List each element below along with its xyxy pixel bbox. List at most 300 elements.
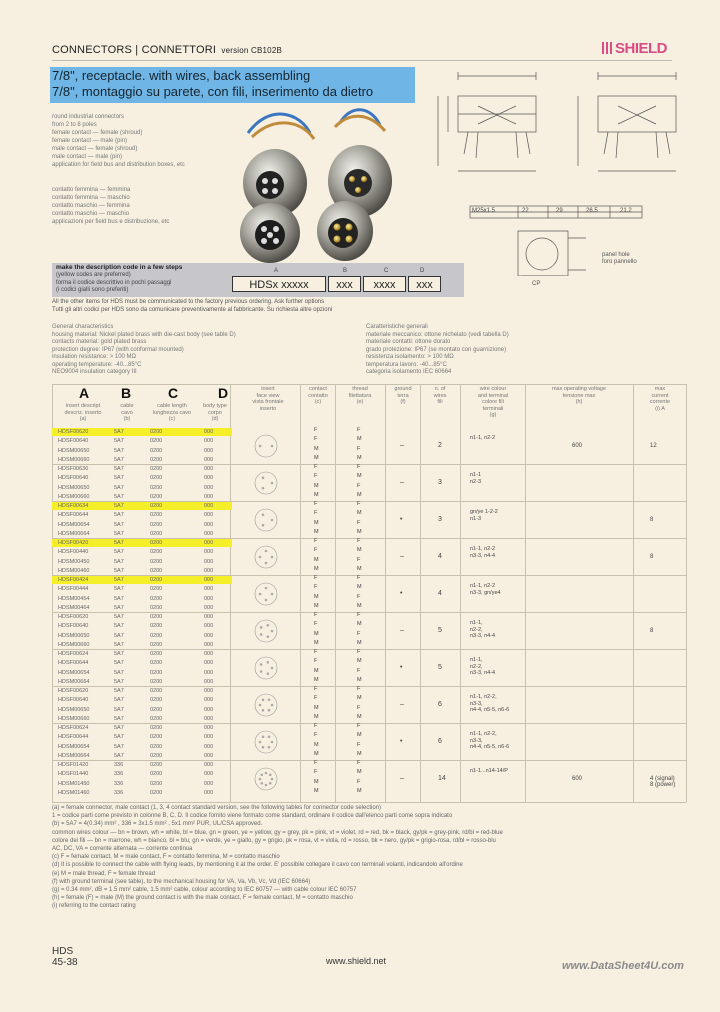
cell-body: 000	[204, 614, 214, 620]
cell-length: 0200	[150, 577, 163, 583]
header-title-text: CONNECTORS | CONNETTORI	[52, 44, 217, 56]
cell-wire-colors: n1-1 n2-3	[470, 472, 482, 485]
cell-cable: 5A7	[114, 456, 124, 463]
cell-body: 000	[204, 623, 214, 630]
table-row	[52, 650, 232, 658]
cell-length: 0200	[150, 429, 163, 435]
cell-thread: M	[357, 602, 362, 609]
cell-code: HDSM00664	[58, 752, 90, 759]
cell-body: 000	[204, 660, 214, 667]
cell-code: HDSF01420	[58, 762, 89, 768]
cell-thread: F	[357, 501, 361, 507]
table-row	[52, 548, 232, 556]
cell-contact: F	[314, 464, 318, 470]
cell-cable: 5A7	[114, 567, 124, 574]
cell-length: 0200	[150, 595, 163, 602]
cell-length: 0200	[150, 503, 163, 509]
cell-wire-colors: n1-1, n2-2, n3-3, n4-4	[470, 620, 496, 640]
group-divider	[52, 723, 686, 724]
insert-face-icon	[246, 578, 286, 610]
cell-length: 0200	[150, 614, 163, 620]
cell-contact: F	[314, 769, 318, 776]
cell-thread: F	[357, 741, 361, 748]
cell-body: 000	[204, 688, 214, 694]
footnotes	[52, 804, 682, 911]
cell-thread: F	[357, 556, 361, 563]
cell-cable: 336	[114, 780, 124, 787]
order-note-2: Tutti gli altri codici per HDS sono da comunicare preventivamente al fabbricante. Su richiesta altre opzioni	[52, 307, 333, 313]
footnote-line: (i) referring to the contact rating	[52, 903, 136, 910]
cell-code: HDSM00450	[58, 558, 90, 565]
table-row	[52, 585, 232, 593]
cell-cable: 5A7	[114, 475, 124, 482]
cell-cable: 5A7	[114, 678, 124, 685]
cell-body: 000	[204, 762, 214, 768]
technical-drawing	[418, 66, 708, 276]
cell-body: 000	[204, 771, 214, 778]
cell-thread: M	[357, 491, 362, 498]
cell-cable: 5A7	[114, 651, 124, 657]
insert-face-icon	[246, 689, 286, 721]
description-line-it: contatto maschio — femmina	[52, 203, 130, 209]
cell-length: 0200	[150, 604, 163, 611]
group-divider	[52, 612, 686, 613]
spec-line: materiale meccanico: ottone nichelato (vedi tabella D)	[366, 331, 509, 338]
footnote-line: colore dei fili — bn = marrone, wh = bianco, bl = blu, gn = verde, ye = giallo, gy = grigio, pk = rosa, vt = viola, rd = rosso, bk = nero, gy/pk = grigio-rosa, rd/bl = rosso-blu	[52, 837, 496, 844]
cell-cable: 5A7	[114, 688, 124, 694]
cell-code: HDSM00460	[58, 567, 90, 574]
footnote-line: (b) = 5A7 = 4(0.34) mm² , 336 = 3x1.5 mm² , 5x1 mm² PUR, UL/CSA approved.	[52, 821, 263, 828]
cell-wires: 5	[438, 663, 442, 671]
insert-face-icon	[246, 430, 286, 462]
cell-cable: 5A7	[114, 604, 124, 611]
group-divider	[52, 575, 686, 576]
cell-length: 0200	[150, 521, 163, 528]
table-row	[52, 641, 232, 649]
order-note-1: All the other items for HDS must be communicated to the factory previous ordering. Ask further options	[52, 299, 325, 305]
group-divider	[52, 686, 686, 687]
cell-contact: M	[314, 602, 319, 609]
cell-length: 0200	[150, 466, 163, 472]
cell-code: HDSF00624	[58, 725, 89, 731]
cell-body: 000	[204, 678, 214, 685]
cell-contact: F	[314, 473, 318, 480]
cell-code: HDSF00630	[58, 466, 89, 472]
title-line-1: 7/8", receptacle. with wires, back assembling	[52, 68, 311, 83]
website-link[interactable]: www.shield.net	[326, 956, 387, 966]
cell-thread: M	[357, 658, 362, 665]
table-row	[52, 521, 232, 529]
cell-thread: M	[357, 639, 362, 646]
footnote-line: common wires colour — bn = brown, wh = white, bl = blue, gn = green, ye = yellow, gy = grey, pk = pink, vt = violet, rd = red, bk = black, gy/pk = grey-pink, rd/bl = red-blue	[52, 829, 503, 836]
cell-code: HDSM00650	[58, 484, 90, 491]
cell-thread: F	[357, 464, 361, 470]
cell-contact: M	[314, 556, 319, 563]
cell-code: HDSF00640	[58, 623, 89, 630]
cell-length: 0200	[150, 438, 163, 445]
spec-line: General characteristics	[52, 324, 114, 330]
cell-contact: M	[314, 676, 319, 683]
cell-wires: 3	[438, 478, 442, 486]
spec-line: resistenza isolamento: > 100 MΩ	[366, 354, 454, 360]
cell-contact: M	[314, 528, 319, 535]
table-row	[52, 789, 232, 797]
cell-thread: M	[357, 769, 362, 776]
table-row	[52, 502, 232, 510]
cell-length: 0200	[150, 586, 163, 593]
cell-contact: M	[314, 565, 319, 572]
watermark: www.DataSheet4U.com	[562, 960, 684, 972]
table-row	[52, 678, 232, 686]
order-subtitle-3: (i codici gialli sono preferiti)	[56, 287, 129, 293]
cell-body: 000	[204, 715, 214, 722]
cell-length: 0200	[150, 530, 163, 537]
dims-value-2: 29	[556, 208, 563, 214]
table-top-rule	[52, 384, 686, 385]
cell-body: 000	[204, 697, 214, 704]
cell-ground: –	[400, 478, 404, 486]
cell-thread: F	[357, 667, 361, 674]
order-code-c: xxxx	[363, 276, 406, 292]
cell-thread: M	[357, 713, 362, 720]
cell-length: 0200	[150, 660, 163, 667]
spec-line: NEO9004 insulation category III	[52, 369, 137, 375]
cell-cable: 5A7	[114, 632, 124, 639]
cell-code: HDSF00420	[58, 540, 89, 546]
cell-length: 0200	[150, 651, 163, 657]
order-code-box	[52, 263, 464, 297]
cell-cable: 5A7	[114, 586, 124, 593]
cell-length: 0200	[150, 484, 163, 491]
logo-icon	[602, 42, 614, 54]
cell-body: 000	[204, 429, 214, 435]
cell-cable: 5A7	[114, 743, 124, 750]
cell-contact: F	[314, 732, 318, 739]
page-number	[52, 946, 78, 968]
cell-cable: 5A7	[114, 438, 124, 445]
cell-body: 000	[204, 586, 214, 593]
cell-code: HDSM00664	[58, 530, 90, 537]
cell-contact: M	[314, 630, 319, 637]
cell-contact: F	[314, 575, 318, 581]
cell-body: 000	[204, 780, 214, 787]
cell-body: 000	[204, 789, 214, 796]
insert-face-icon	[246, 726, 286, 758]
table-row	[52, 447, 232, 455]
specs-right	[366, 324, 666, 377]
table-row	[52, 780, 232, 788]
order-code-a: HDSx xxxxx	[232, 276, 326, 292]
cell-body: 000	[204, 641, 214, 648]
footnote-line: AC, DC, VA = corrente alternata — corrente continua	[52, 846, 193, 853]
cell-cable: 5A7	[114, 595, 124, 602]
cell-wire-colors: n1-1, n2-2 n3-3, n4-4	[470, 546, 496, 559]
description-line: round industrial connectors	[52, 114, 125, 120]
cell-contact: F	[314, 584, 318, 591]
table-row	[52, 696, 232, 704]
table-row	[52, 530, 232, 538]
cell-body: 000	[204, 632, 214, 639]
spec-line: categoria isolamento IEC 60664	[366, 369, 452, 375]
cell-code: HDSM00650	[58, 447, 90, 454]
cell-thread: F	[357, 612, 361, 618]
cell-length: 0200	[150, 706, 163, 713]
table-row	[52, 622, 232, 630]
cell-contact: M	[314, 593, 319, 600]
cell-cable: 5A7	[114, 734, 124, 741]
connector-face	[328, 218, 358, 248]
footnote-line: (d) It is possible to connect the cable with flying leads, by mentioning it at the order. E' possibile collegare il cavo con terminali volanti, indicandolo all'ordine	[52, 862, 463, 869]
footnote-line: (h) = female (F) = male (M) the ground contact is with the male contact, F = female contact, M = contatto maschio	[52, 895, 353, 902]
table-row	[52, 484, 232, 492]
header-title	[52, 44, 282, 56]
cell-body: 000	[204, 493, 214, 500]
cell-length: 0200	[150, 715, 163, 722]
cell-contact: M	[314, 445, 319, 452]
cell-code: HDSF00424	[58, 577, 89, 583]
cell-wires: 4	[438, 589, 442, 597]
spec-line: Caratteristiche generali	[366, 324, 428, 330]
cell-ground: •	[400, 663, 403, 671]
cell-length: 0200	[150, 623, 163, 630]
page-code: HDS	[52, 946, 74, 957]
cell-contact: F	[314, 686, 318, 692]
logo-text: SHIELD	[615, 40, 668, 57]
cell-thread: F	[357, 649, 361, 655]
group-divider	[52, 501, 686, 502]
cell-body: 000	[204, 595, 214, 602]
cell-wire-colors: n1-1, n2-2	[470, 435, 496, 442]
col-header-a: A	[78, 385, 90, 401]
table-row	[52, 669, 232, 677]
cell-code: HDSM00654	[58, 743, 90, 750]
cell-cable: 5A7	[114, 660, 124, 667]
connector-face	[256, 171, 284, 199]
description-line: from 2 to 8 poles	[52, 122, 97, 128]
cell-body: 000	[204, 540, 214, 546]
cell-cable: 336	[114, 771, 124, 778]
cell-thread: F	[357, 445, 361, 452]
cell-code: HDSM00654	[58, 669, 90, 676]
cell-wires: 6	[438, 700, 442, 708]
cell-contact: M	[314, 667, 319, 674]
cell-body: 000	[204, 521, 214, 528]
cell-code: HDSM00454	[58, 595, 90, 602]
cell-body: 000	[204, 549, 214, 556]
cell-cable: 5A7	[114, 484, 124, 491]
cell-length: 0200	[150, 632, 163, 639]
cell-thread: M	[357, 510, 362, 517]
table-row	[52, 474, 232, 482]
page-index: 45-38	[52, 957, 78, 968]
col-header-thread: thread filettatura (e)	[348, 386, 372, 405]
cell-length: 0200	[150, 697, 163, 704]
cell-length: 0200	[150, 475, 163, 482]
order-code-d: xxx	[408, 276, 441, 292]
description-line: male contact — female (shroud)	[52, 146, 138, 152]
cell-cable: 5A7	[114, 503, 124, 509]
cell-thread: F	[357, 704, 361, 711]
cell-contact: F	[314, 658, 318, 665]
table-row	[52, 465, 232, 473]
cell-contact: M	[314, 741, 319, 748]
cell-contact: M	[314, 482, 319, 489]
table-row	[52, 715, 232, 723]
cell-wires: 3	[438, 515, 442, 523]
cell-wire-colors: n1-1, n2-2, n3-3, n4-4, n5-5, n6-6	[470, 694, 510, 714]
spec-line: insulation resistance: > 100 MΩ	[52, 354, 137, 360]
table-row	[52, 613, 232, 621]
col-header-wires: n. of wires fili	[433, 386, 447, 405]
cell-body: 000	[204, 456, 214, 463]
cell-cable: 5A7	[114, 549, 124, 556]
cell-cable: 5A7	[114, 697, 124, 704]
cell-cable: 5A7	[114, 540, 124, 546]
cell-ground: –	[400, 626, 404, 634]
cell-code: HDSF00644	[58, 734, 89, 741]
cell-contact: M	[314, 778, 319, 785]
cell-contact: F	[314, 501, 318, 507]
table-row	[52, 428, 232, 436]
cell-contact: M	[314, 519, 319, 526]
cell-body: 000	[204, 447, 214, 454]
description-line: application for field bus and distribution boxes, etc	[52, 162, 185, 168]
cell-wires: 5	[438, 626, 442, 634]
cell-length: 0200	[150, 678, 163, 685]
table-row	[52, 576, 232, 584]
cell-length: 0200	[150, 641, 163, 648]
cell-current: 4 (signal) 8 (power)	[650, 775, 676, 789]
col-sub-c: cable length lunghezza cavo (c)	[152, 403, 192, 422]
table-row	[52, 632, 232, 640]
cell-ground: •	[400, 515, 403, 523]
cell-code: HDSM00660	[58, 456, 90, 463]
cell-thread: F	[357, 575, 361, 581]
cell-wires: 14	[438, 774, 446, 782]
dims-value-3: 26.5	[586, 208, 598, 214]
cell-cable: 5A7	[114, 725, 124, 731]
order-subtitle	[56, 272, 231, 295]
col-header-voltage: max operating voltage tensione max (h)	[551, 386, 607, 405]
group-divider	[52, 538, 686, 539]
cell-contact: M	[314, 704, 319, 711]
cell-thread: M	[357, 565, 362, 572]
spec-line: grado protezione: IP67 (se montato con guarnizione)	[366, 346, 507, 353]
cell-length: 0200	[150, 558, 163, 565]
order-col-d: D	[420, 268, 425, 274]
spec-line: protection degree: IP67 (with conformal mounted)	[52, 346, 184, 353]
cell-ground: –	[400, 441, 404, 449]
cell-thread: M	[357, 732, 362, 739]
cell-contact: M	[314, 787, 319, 794]
table-row	[52, 724, 232, 732]
cell-cable: 5A7	[114, 530, 124, 537]
cell-wire-colors: n1-1, n2-2, n3-3, n4-4	[470, 657, 496, 677]
cell-contact: M	[314, 713, 319, 720]
cell-current: 8	[650, 627, 654, 634]
cell-thread: F	[357, 760, 361, 766]
cell-thread: F	[357, 519, 361, 526]
cell-length: 0200	[150, 512, 163, 519]
cell-thread: F	[357, 482, 361, 489]
table-row	[52, 687, 232, 695]
cell-ground: –	[400, 552, 404, 560]
cell-cable: 5A7	[114, 521, 124, 528]
cell-cable: 5A7	[114, 466, 124, 472]
cell-length: 0200	[150, 456, 163, 463]
table-row	[52, 761, 232, 769]
cell-contact: F	[314, 612, 318, 618]
cell-code: HDSF00620	[58, 429, 89, 435]
cell-contact: M	[314, 454, 319, 461]
cell-cable: 5A7	[114, 493, 124, 500]
table-row	[52, 733, 232, 741]
cell-thread: M	[357, 621, 362, 628]
cell-contact: F	[314, 427, 318, 433]
cell-body: 000	[204, 484, 214, 491]
cell-cable: 5A7	[114, 429, 124, 435]
cell-code: HDSF00640	[58, 438, 89, 445]
cell-body: 000	[204, 743, 214, 750]
cell-body: 000	[204, 530, 214, 537]
cell-body: 000	[204, 651, 214, 657]
cell-thread: M	[357, 750, 362, 757]
cell-thread: M	[357, 547, 362, 554]
cell-length: 0200	[150, 725, 163, 731]
table-row	[52, 511, 232, 519]
insert-face-icon	[246, 504, 286, 536]
cell-code: HDSM00660	[58, 493, 90, 500]
cell-length: 0200	[150, 780, 163, 787]
table-row	[52, 437, 232, 445]
header-rule	[52, 60, 672, 61]
col-header-insert: insert face view vista frontale inserto	[252, 386, 284, 412]
order-code-b: xxx	[328, 276, 361, 292]
cell-length: 0200	[150, 540, 163, 546]
cell-wires: 6	[438, 737, 442, 745]
cell-cable: 5A7	[114, 447, 124, 454]
cell-wires: 4	[438, 552, 442, 560]
description-line-it: contatto femmina — maschio	[52, 195, 130, 201]
cell-cable: 5A7	[114, 752, 124, 759]
cell-code: HDSM00660	[58, 641, 90, 648]
cell-thread: M	[357, 787, 362, 794]
cell-cable: 336	[114, 762, 124, 768]
table-bottom-rule	[52, 802, 686, 803]
cell-cable: 5A7	[114, 614, 124, 620]
cell-contact: F	[314, 723, 318, 729]
cell-thread: M	[357, 528, 362, 535]
footnote-line: (f) with ground terminal (see table), to the mechanical housing for VA, Va, Vb, Vc, Vd (IEC 60664)	[52, 878, 311, 885]
cell-contact: F	[314, 695, 318, 702]
specs-left	[52, 324, 352, 377]
cell-contact: F	[314, 510, 318, 517]
group-divider	[52, 760, 686, 761]
cell-body: 000	[204, 503, 214, 509]
table-row	[52, 752, 232, 760]
cell-code: HDSF00620	[58, 614, 89, 620]
order-subtitle-2: forma il codice descrittivo in pochi passaggi	[56, 279, 172, 286]
insert-face-icon	[246, 467, 286, 499]
cell-ground: –	[400, 700, 404, 708]
col-header-contact: contact contatto (c)	[308, 386, 328, 405]
cell-code: HDSF00624	[58, 651, 89, 657]
cell-body: 000	[204, 752, 214, 759]
cell-thread: M	[357, 584, 362, 591]
cell-code: HDSF00440	[58, 549, 89, 556]
cell-wire-colors: n1-1, n2-2, n3-3, n4-4, n5-5, n6-6	[470, 731, 510, 751]
table-row	[52, 567, 232, 575]
